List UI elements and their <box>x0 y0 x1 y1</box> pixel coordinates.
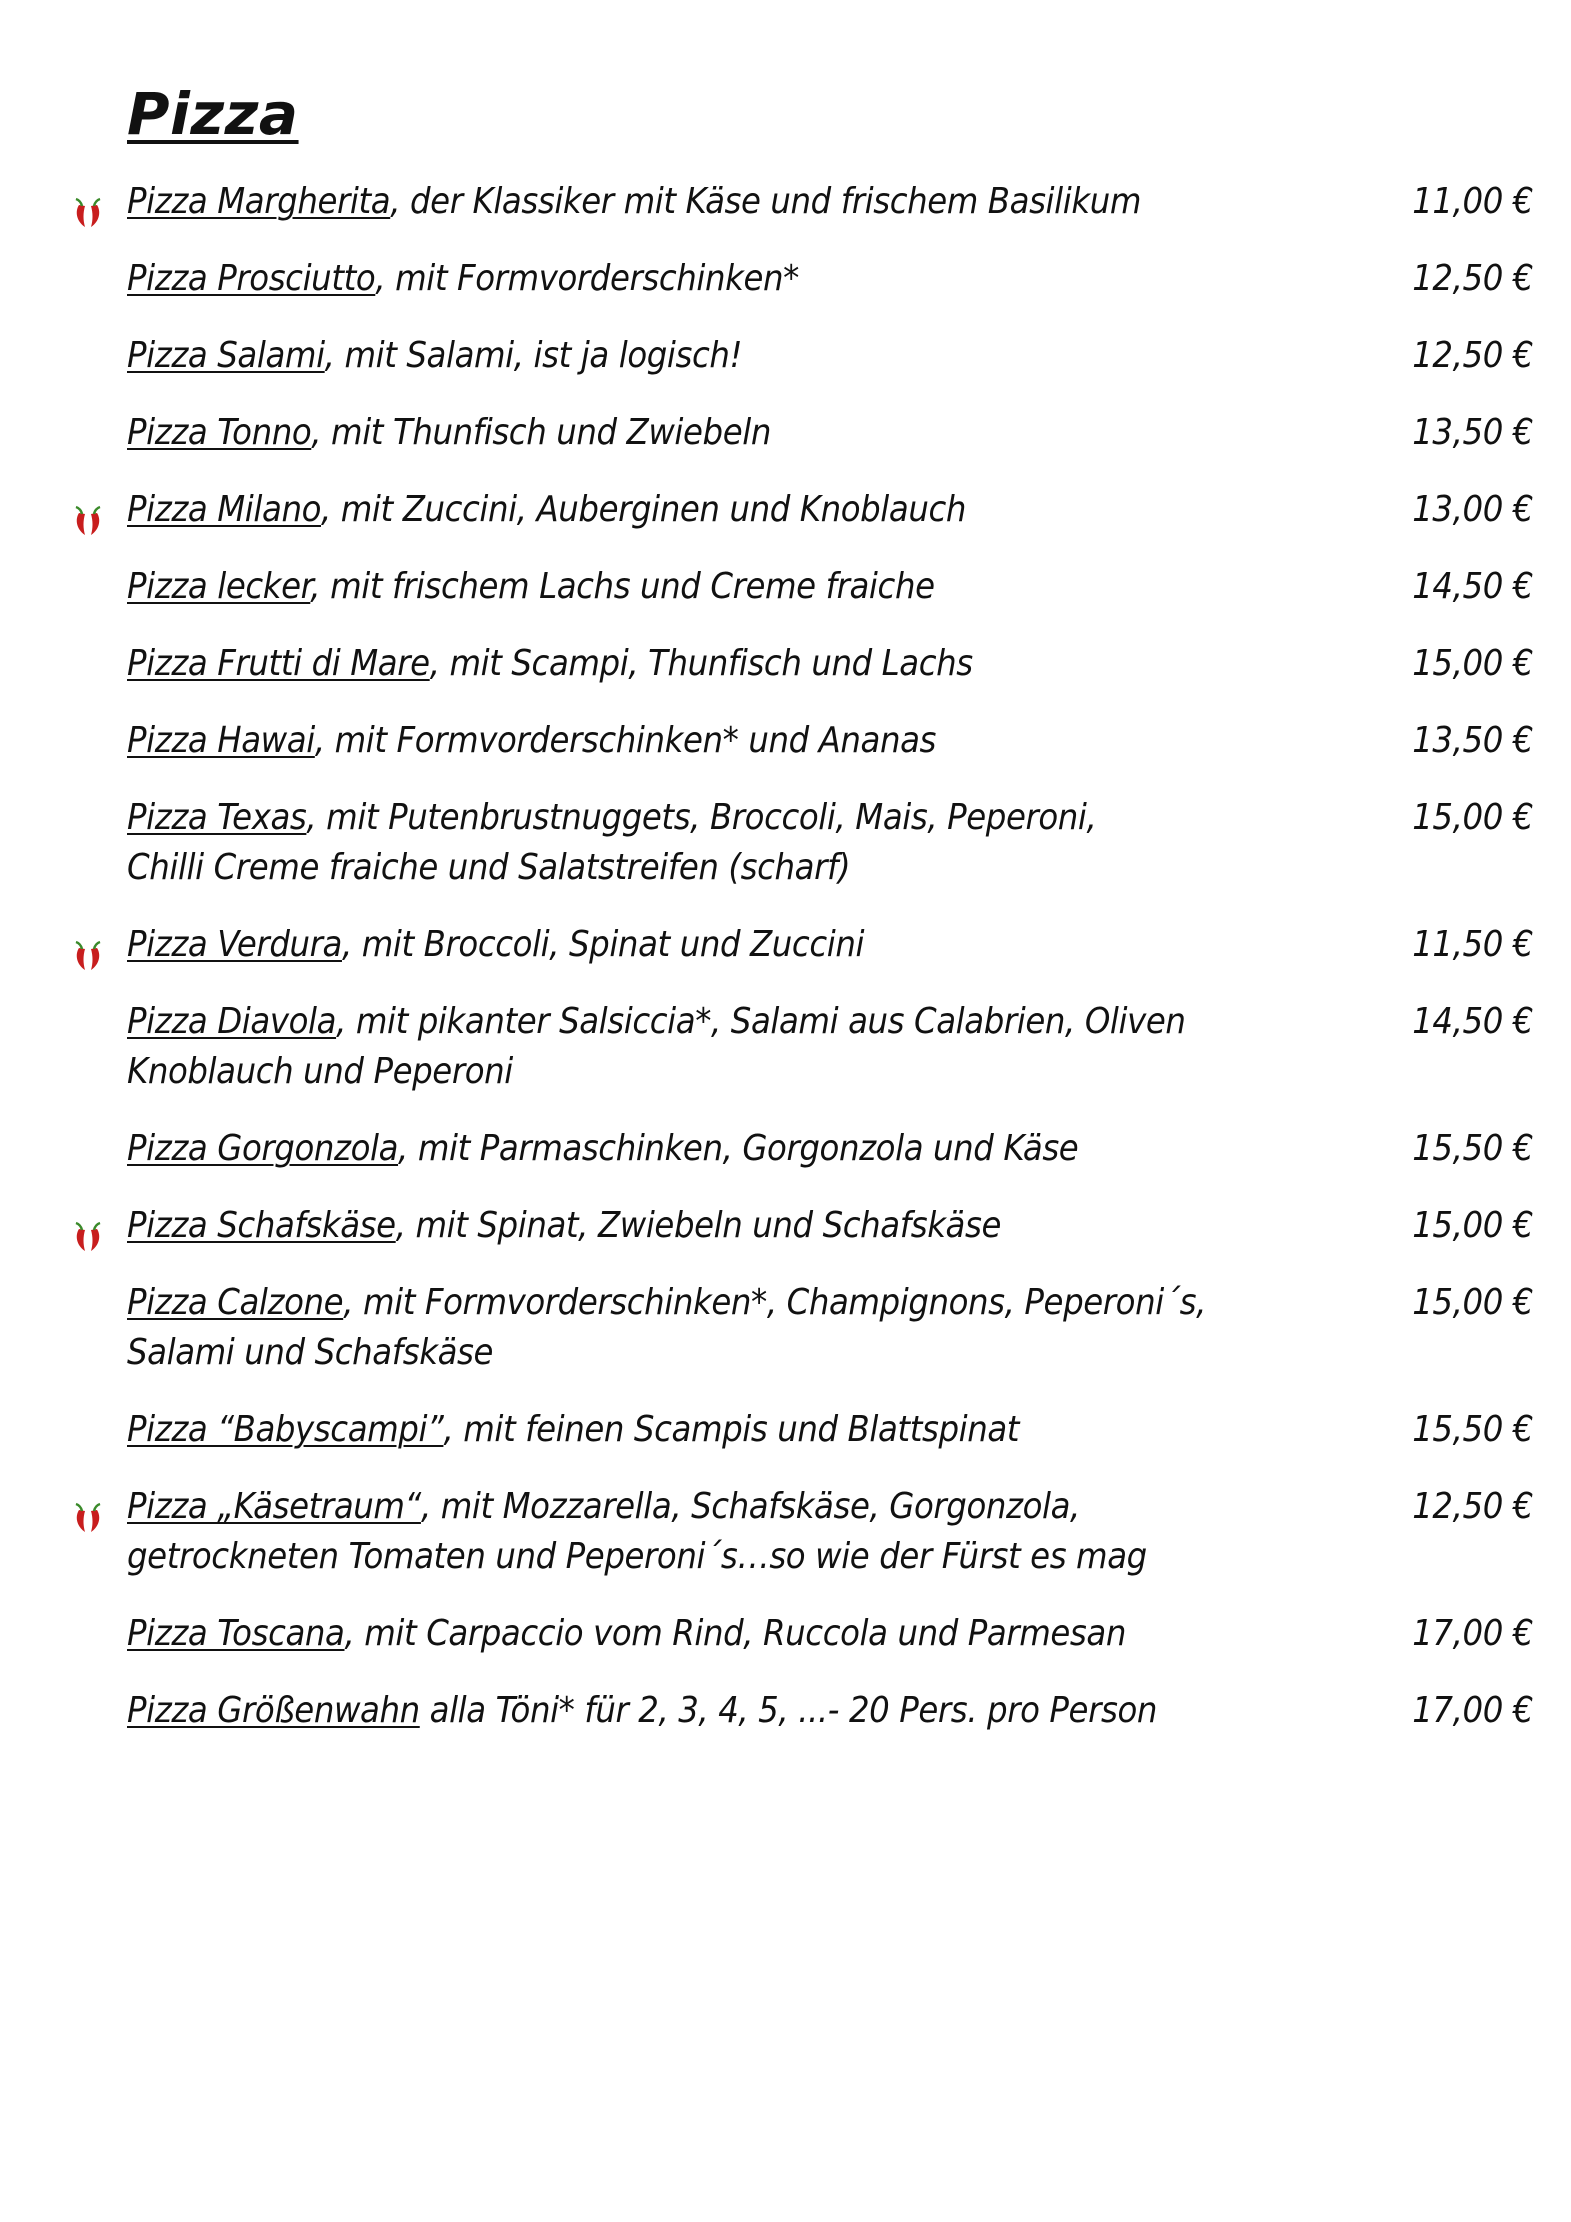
item-description-block <box>127 1201 1347 1251</box>
page-title: Pizza <box>127 80 299 148</box>
item-description-block <box>127 1609 1347 1659</box>
menu-item <box>0 793 1571 893</box>
item-price: 13,50 € <box>1412 412 1533 453</box>
item-description-block <box>127 1686 1347 1736</box>
chili-peppers-icon <box>70 938 106 974</box>
chili-peppers-icon <box>70 1219 106 1255</box>
menu-item <box>0 997 1571 1097</box>
item-price: 15,00 € <box>1412 1205 1533 1246</box>
menu-item <box>0 1201 1571 1251</box>
menu-item <box>0 716 1571 766</box>
item-description-block <box>127 254 1347 304</box>
item-description-block <box>127 1405 1347 1455</box>
item-description-continued: Salami und Schafskäse <box>127 1332 494 1373</box>
item-description-block <box>127 1278 1347 1378</box>
item-description-block <box>127 177 1347 227</box>
menu-item <box>0 485 1571 535</box>
menu-item <box>0 331 1571 381</box>
item-price: 12,50 € <box>1412 335 1533 376</box>
item-price: 12,50 € <box>1412 258 1533 299</box>
item-name: Pizza Frutti di Mare <box>127 643 430 684</box>
item-price: 13,50 € <box>1412 720 1533 761</box>
item-price: 15,50 € <box>1412 1128 1533 1169</box>
item-description-block <box>127 408 1347 458</box>
item-name: Pizza Hawai <box>127 720 315 761</box>
item-description-block <box>127 485 1347 535</box>
item-name: Pizza lecker <box>127 566 311 607</box>
item-price: 11,00 € <box>1412 181 1533 222</box>
item-name: Pizza Toscana <box>127 1613 345 1654</box>
item-description: , mit Spinat, Zwiebeln und Schafskäse <box>395 1205 1002 1246</box>
chili-peppers-icon <box>70 195 106 231</box>
item-description: , mit Putenbrustnuggets, Broccoli, Mais, Peperoni, <box>306 797 1097 838</box>
item-description: , mit Thunfisch und Zwiebeln <box>311 412 771 453</box>
item-description: , der Klassiker mit Käse und frischem Basilikum <box>390 181 1141 222</box>
item-description-block <box>127 920 1347 970</box>
item-name: Pizza Salami <box>127 335 325 376</box>
item-price: 12,50 € <box>1412 1486 1533 1527</box>
item-name: Pizza Calzone <box>127 1282 344 1323</box>
menu-item <box>0 920 1571 970</box>
item-description: , mit Parmaschinken, Gorgonzola und Käse <box>398 1128 1079 1169</box>
item-name: Pizza Texas <box>127 797 307 838</box>
item-price: 15,00 € <box>1412 643 1533 684</box>
pizza-list <box>0 177 1571 1763</box>
item-price: 15,50 € <box>1412 1409 1533 1450</box>
menu-item <box>0 1609 1571 1659</box>
item-description-block <box>127 716 1347 766</box>
item-description: , mit Carpaccio vom Rind, Ruccola und Parmesan <box>344 1613 1126 1654</box>
item-name: Pizza Verdura <box>127 924 342 965</box>
item-name: Pizza Tonno <box>127 412 312 453</box>
item-description: , mit Mozzarella, Schafskäse, Gorgonzola, <box>420 1486 1080 1527</box>
chili-peppers-icon <box>70 1500 106 1536</box>
item-name: Pizza „Käsetraum“ <box>127 1486 421 1527</box>
item-price: 14,50 € <box>1412 566 1533 607</box>
item-description: , mit Salami, ist ja logisch! <box>324 335 743 376</box>
item-price: 13,00 € <box>1412 489 1533 530</box>
item-description-block <box>127 331 1347 381</box>
item-name: Pizza Margherita <box>127 181 391 222</box>
menu-item <box>0 254 1571 304</box>
item-name: Pizza Diavola <box>127 1001 337 1042</box>
item-description: , mit feinen Scampis und Blattspinat <box>443 1409 1020 1450</box>
item-name: Pizza Prosciutto <box>127 258 376 299</box>
item-description-block <box>127 1482 1347 1582</box>
item-description: , mit Formvorderschinken* <box>375 258 799 299</box>
menu-item <box>0 1405 1571 1455</box>
item-description: , mit Formvorderschinken* und Ananas <box>314 720 937 761</box>
item-description: , mit Broccoli, Spinat und Zuccini <box>341 924 865 965</box>
item-description-block <box>127 793 1347 893</box>
menu-item <box>0 1278 1571 1378</box>
item-description-block <box>127 562 1347 612</box>
item-name: Pizza Größenwahn <box>127 1690 420 1731</box>
item-price: 15,00 € <box>1412 1282 1533 1323</box>
item-price: 14,50 € <box>1412 1001 1533 1042</box>
menu-item <box>0 1124 1571 1174</box>
item-description-block <box>127 639 1347 689</box>
item-price: 11,50 € <box>1412 924 1533 965</box>
item-name: Pizza Milano <box>127 489 321 530</box>
item-description-continued: Knoblauch und Peperoni <box>127 1051 513 1092</box>
item-description-block <box>127 1124 1347 1174</box>
item-description: , mit frischem Lachs und Creme fraiche <box>310 566 935 607</box>
item-description: , mit pikanter Salsiccia*, Salami aus Calabrien, Oliven <box>336 1001 1186 1042</box>
menu-item <box>0 1686 1571 1736</box>
item-description: alla Töni* für 2, 3, 4, 5, ...- 20 Pers. pro Person <box>419 1690 1158 1731</box>
item-description-block <box>127 997 1347 1097</box>
menu-item <box>0 562 1571 612</box>
menu-item <box>0 177 1571 227</box>
item-name: Pizza Schafskäse <box>127 1205 396 1246</box>
item-name: Pizza Gorgonzola <box>127 1128 399 1169</box>
item-price: 17,00 € <box>1412 1613 1533 1654</box>
chili-peppers-icon <box>70 503 106 539</box>
item-description: , mit Scampi, Thunfisch und Lachs <box>429 643 973 684</box>
item-description-continued: getrockneten Tomaten und Peperoni´s…so wie der Fürst es mag <box>127 1536 1147 1577</box>
item-description: , mit Zuccini, Auberginen und Knoblauch <box>321 489 967 530</box>
menu-item <box>0 408 1571 458</box>
item-description: , mit Formvorderschinken*, Champignons, Peperoni´s, <box>343 1282 1206 1323</box>
menu-item <box>0 639 1571 689</box>
item-name: Pizza “Babyscampi” <box>127 1409 444 1450</box>
item-price: 17,00 € <box>1412 1690 1533 1731</box>
item-price: 15,00 € <box>1412 797 1533 838</box>
menu-item <box>0 1482 1571 1582</box>
item-description-continued: Chilli Creme fraiche und Salatstreifen (scharf) <box>127 847 851 888</box>
